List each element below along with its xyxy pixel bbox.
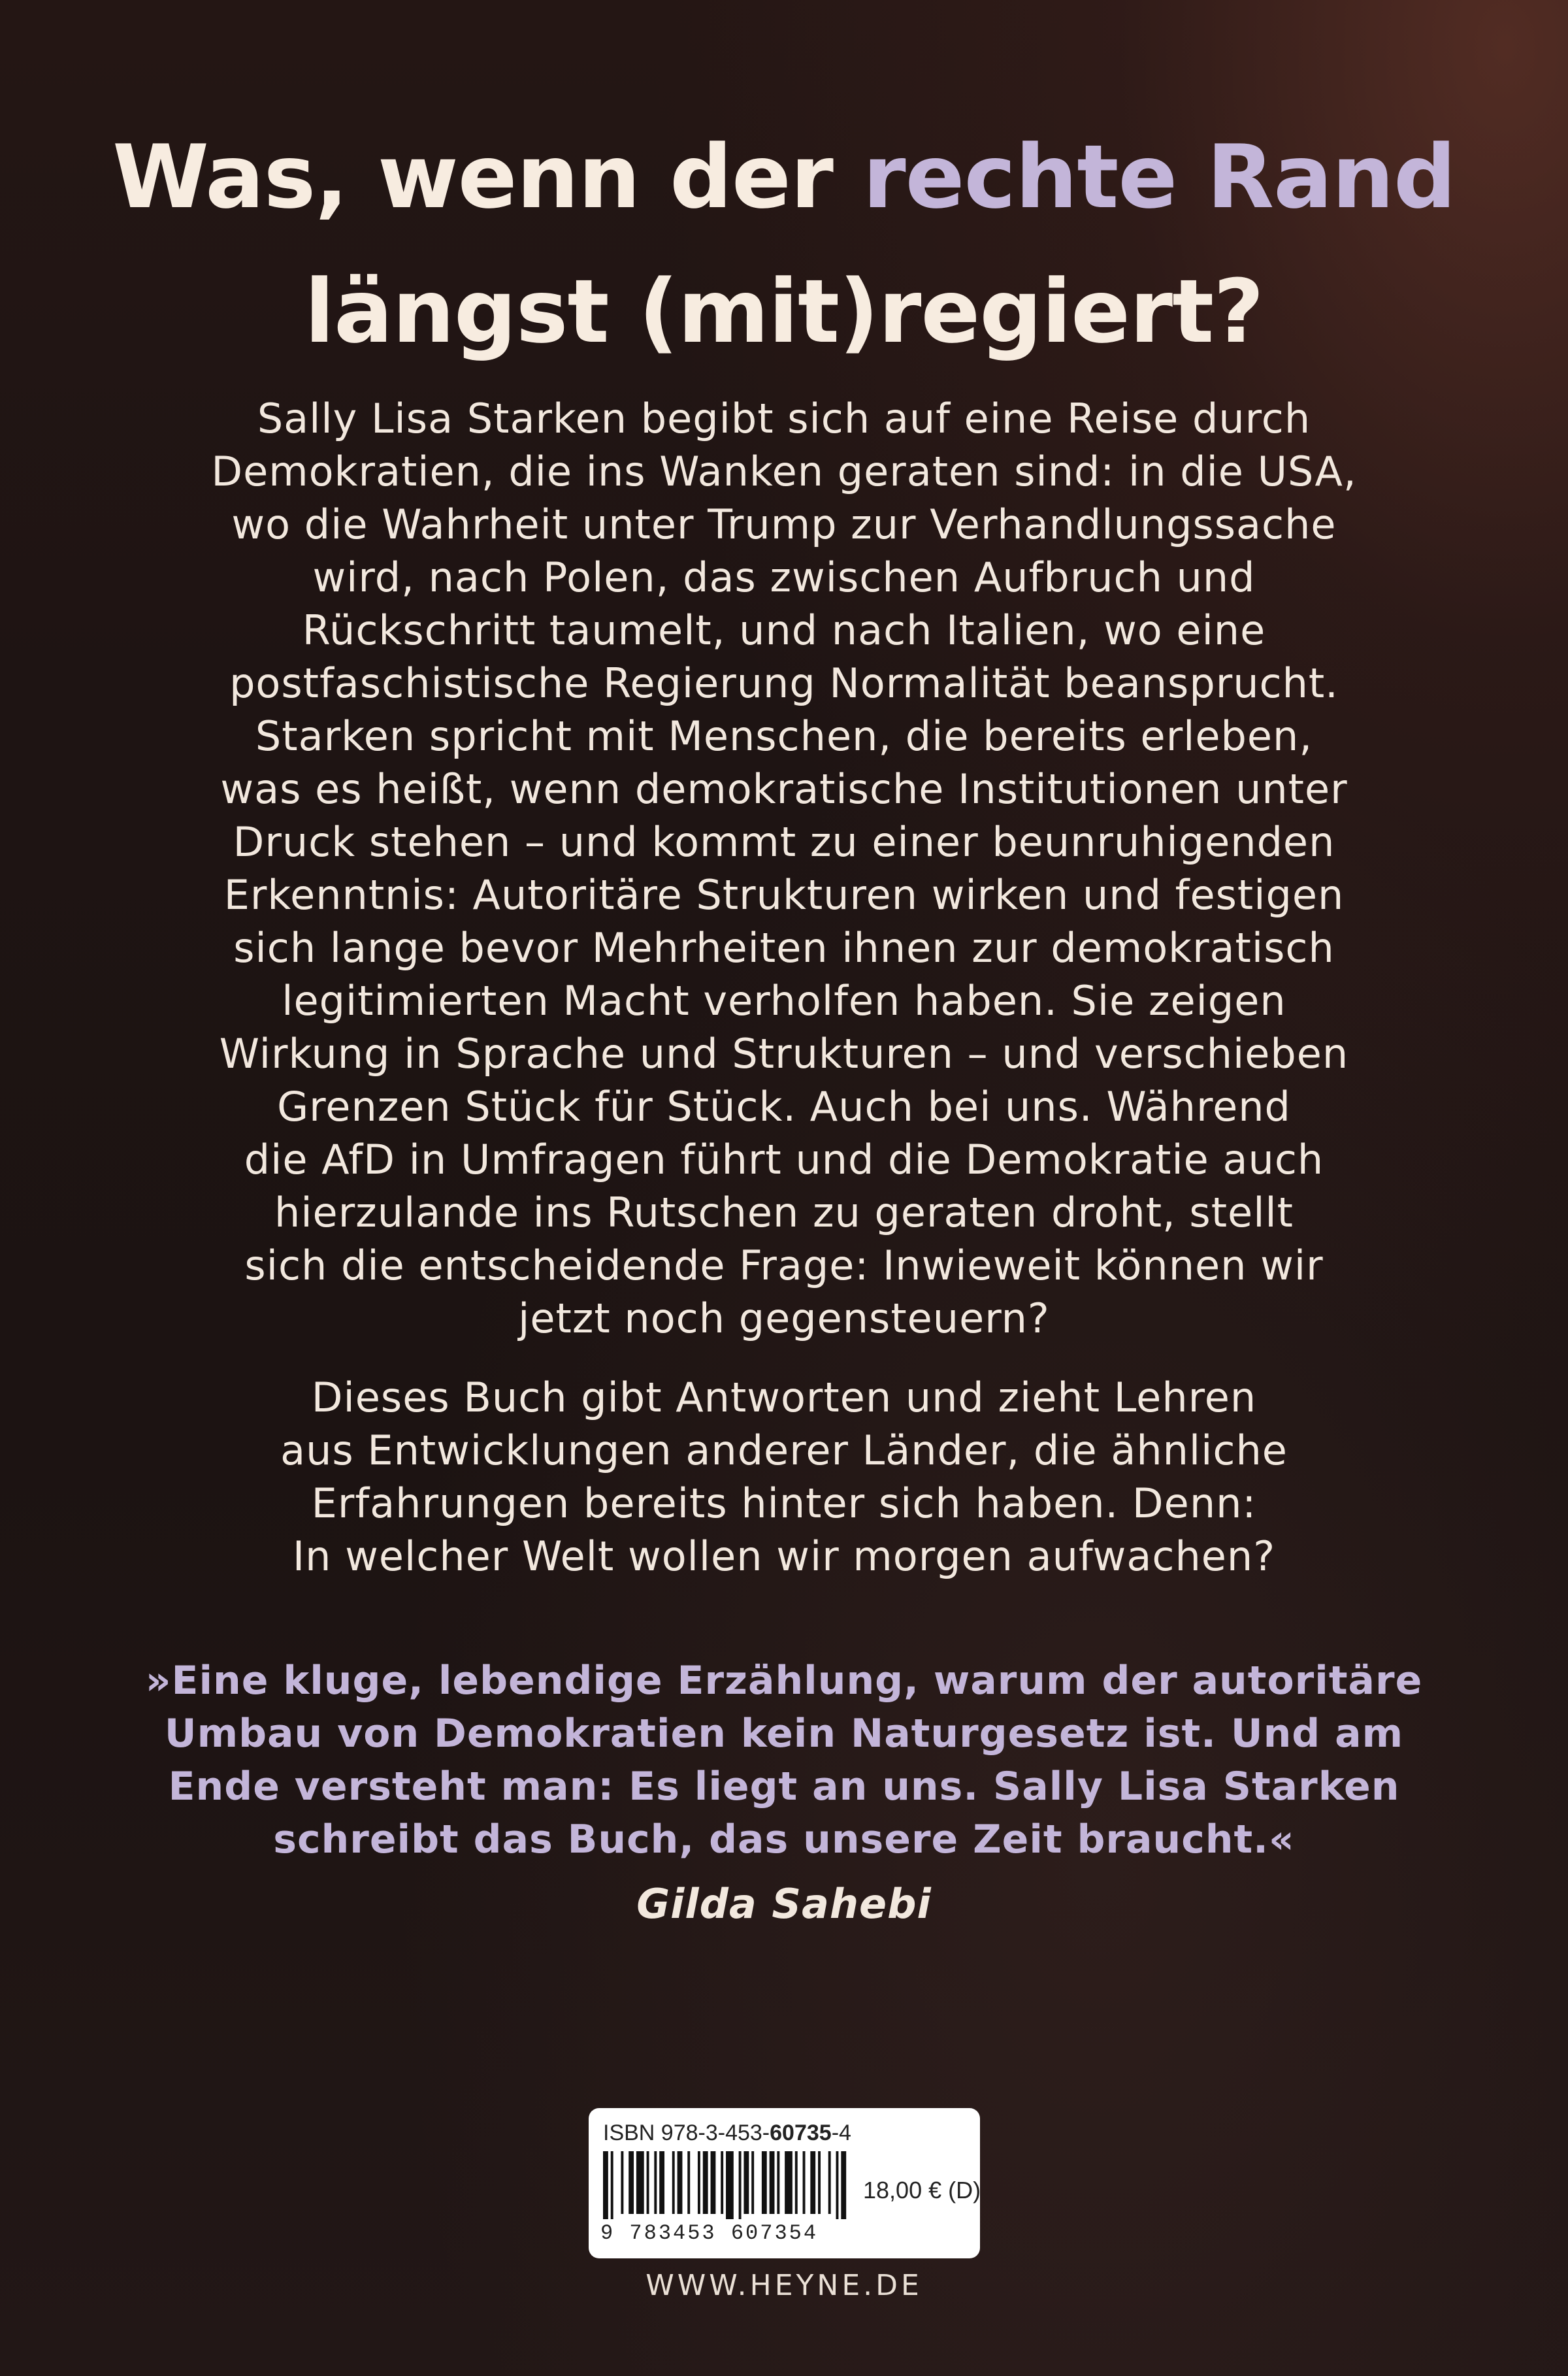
barcode-bar xyxy=(803,2151,806,2214)
barcode-bar xyxy=(818,2151,821,2214)
isbn-suffix: -4 xyxy=(831,2120,851,2145)
barcode-bar xyxy=(698,2151,700,2214)
blurb-line: sich lange bevor Mehrheiten ihnen zur demokratisch xyxy=(233,924,1335,972)
blurb-paragraph-1 xyxy=(91,392,1477,1345)
blurb-line: Druck stehen – und kommt zu einer beunruhigenden xyxy=(233,818,1335,866)
barcode-bar xyxy=(621,2151,623,2214)
barcode-digits: 9 783453 607354 xyxy=(600,2221,819,2245)
barcode-bar xyxy=(654,2151,657,2214)
headline xyxy=(0,110,1568,379)
barcode-bar xyxy=(672,2151,675,2214)
barcode-bar xyxy=(770,2151,775,2214)
blurb-line: Sally Lisa Starken begibt sich auf eine Reise durch xyxy=(257,395,1311,442)
barcode-bar xyxy=(751,2151,754,2214)
barcode-bar xyxy=(841,2151,846,2219)
blurb-line: legitimierten Macht verholfen haben. Sie zeigen xyxy=(282,977,1286,1025)
isbn-barcode-label xyxy=(589,2108,980,2258)
isbn-bold-part: 60735 xyxy=(770,2120,832,2145)
barcode-bar xyxy=(762,2151,767,2214)
blurb-line: Demokratien, die ins Wanken geraten sind: in die USA, xyxy=(211,448,1357,495)
blurb-line: Wirkung in Sprache und Strukturen – und verschieben xyxy=(219,1030,1349,1078)
blurb-line: wird, nach Polen, das zwischen Aufbruch und xyxy=(312,553,1256,601)
barcode-icon xyxy=(603,2151,851,2219)
quote-line: Umbau von Demokratien kein Naturgesetz ist. Und am xyxy=(164,1711,1404,1757)
barcode-bar xyxy=(703,2151,708,2214)
barcode-bar xyxy=(785,2151,792,2214)
price-label: 18,00 € (D) xyxy=(863,2177,981,2203)
barcode-bar xyxy=(711,2151,716,2214)
barcode-bar xyxy=(687,2151,690,2214)
quote-line: Ende versteht man: Es liegt an uns. Sally Lisa Starken xyxy=(168,1764,1400,1809)
blurb-line: postfaschistische Regierung Normalität beansprucht. xyxy=(229,659,1339,707)
barcode-bar xyxy=(659,2151,664,2214)
quote-line: »Eine kluge, lebendige Erzählung, warum der autoritäre xyxy=(145,1658,1423,1704)
blurb-line: Dieses Buch gibt Antworten und zieht Lehren xyxy=(311,1374,1257,1421)
quote-author: Gilda Sahebi xyxy=(636,1880,932,1928)
blurb-line: Erkenntnis: Autoritäre Strukturen wirken und festigen xyxy=(223,871,1345,919)
barcode-bar xyxy=(739,2151,742,2219)
headline-line-2: längst (mit)regiert? xyxy=(304,261,1264,363)
barcode-bar xyxy=(743,2151,749,2214)
barcode-bar xyxy=(810,2151,815,2214)
barcode-bar xyxy=(636,2151,644,2214)
isbn-number xyxy=(603,2120,851,2146)
blurb-line: wo die Wahrheit unter Trump zur Verhandlungssache xyxy=(231,501,1337,548)
blurb-line: aus Entwicklungen anderer Länder, die ähnliche xyxy=(280,1427,1288,1474)
blurb-paragraph-2 xyxy=(91,1371,1477,1583)
blurb-line: die AfD in Umfragen führt und die Demokratie auch xyxy=(244,1136,1324,1183)
quote-line: schreibt das Buch, das unsere Zeit braucht.« xyxy=(273,1817,1295,1862)
blurb-line: Erfahrungen bereits hinter sich haben. Denn: xyxy=(311,1479,1257,1527)
isbn-prefix: ISBN 978-3-453- xyxy=(603,2120,770,2145)
blurb-line: hierzulande ins Rutschen zu geraten droht, stellt xyxy=(274,1189,1294,1236)
barcode-bar xyxy=(836,2151,838,2219)
blurb-line: Starken spricht mit Menschen, die bereits erleben, xyxy=(255,712,1313,760)
barcode-bar xyxy=(828,2151,831,2214)
blurb-line: sich die entscheidende Frage: Inwieweit können wir xyxy=(244,1242,1324,1289)
barcode-bar xyxy=(726,2151,734,2219)
barcode-bar xyxy=(629,2151,634,2214)
blurb-line: jetzt noch gegensteuern? xyxy=(518,1295,1050,1342)
barcode-bar xyxy=(777,2151,779,2214)
barcode-bar xyxy=(647,2151,649,2214)
headline-line-1 xyxy=(0,110,1568,244)
headline-accent: rechte Rand xyxy=(862,126,1456,228)
blurb-line: Rückschritt taumelt, und nach Italien, wo eine xyxy=(302,606,1266,654)
barcode-bar xyxy=(721,2151,723,2214)
blurb-line: In welcher Welt wollen wir morgen aufwachen? xyxy=(292,1532,1276,1580)
barcode-bar xyxy=(603,2151,608,2219)
barcode-bar xyxy=(611,2151,613,2219)
review-quote xyxy=(91,1655,1477,1866)
blurb-line: was es heißt, wenn demokratische Institutionen unter xyxy=(220,765,1348,813)
publisher-url: WWW.HEYNE.DE xyxy=(645,2269,923,2302)
barcode-bar xyxy=(795,2151,798,2214)
barcode-bar xyxy=(678,2151,683,2214)
blurb-line: Grenzen Stück für Stück. Auch bei uns. Während xyxy=(277,1083,1291,1130)
headline-prefix: Was, wenn der xyxy=(112,126,863,228)
